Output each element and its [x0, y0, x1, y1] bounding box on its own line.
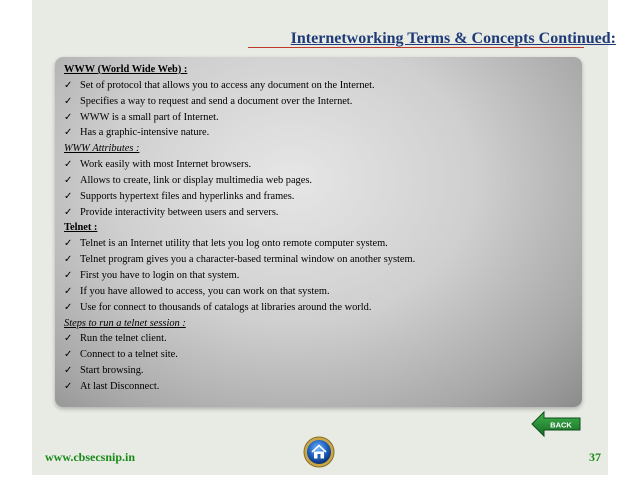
bullet-text: Allows to create, link or display multimedia web pages. [80, 174, 313, 186]
bullet-item [64, 189, 574, 205]
bullet-text: Telnet is an Internet utility that lets you log onto remote computer system. [80, 238, 388, 250]
bullet-text: Provide interactivity between users and servers. [80, 206, 279, 218]
checkmark-icon: ✓ [64, 301, 73, 313]
bullet-item [64, 125, 574, 141]
checkmark-icon: ✓ [64, 269, 73, 281]
bullet-item [64, 252, 574, 268]
checkmark-icon: ✓ [64, 174, 73, 186]
bullet-item [64, 379, 574, 395]
bullet-text: If you have allowed to access, you can work on that system. [80, 285, 330, 297]
checkmark-icon: ✓ [64, 285, 73, 297]
footer-website-link[interactable]: www.cbsecsnip.in [45, 450, 136, 464]
bullet-text: Set of protocol that allows you to access any document on the Internet. [80, 79, 375, 91]
content-list [64, 62, 574, 395]
title-underline-rule [248, 47, 584, 48]
checkmark-icon: ✓ [64, 380, 73, 392]
slide-title: Internetworking Terms & Concepts Continued: [290, 30, 616, 47]
checkmark-icon: ✓ [64, 254, 73, 266]
bullet-text: Supports hypertext files and hyperlinks and frames. [80, 190, 295, 202]
home-button[interactable] [303, 436, 335, 468]
checkmark-icon: ✓ [64, 159, 73, 171]
bullet-text: Work easily with most Internet browsers. [80, 159, 252, 171]
checkmark-icon: ✓ [64, 95, 73, 107]
bullet-item [64, 78, 574, 94]
checkmark-icon: ✓ [64, 365, 73, 377]
bullet-text: WWW is a small part of Internet. [80, 111, 219, 123]
checkmark-icon: ✓ [64, 349, 73, 361]
checkmark-icon: ✓ [64, 238, 73, 250]
checkmark-icon: ✓ [64, 206, 73, 218]
checkmark-icon: ✓ [64, 333, 73, 345]
bullet-item [64, 173, 574, 189]
bullet-item [64, 284, 574, 300]
bullet-text: Run the telnet client. [80, 333, 167, 345]
bullet-text: Telnet program gives you a character-based terminal window on another system. [80, 254, 416, 266]
page-number: 37 [589, 450, 601, 464]
bullet-item [64, 363, 574, 379]
back-button-label: BACK [550, 420, 572, 430]
section-heading: Telnet : [64, 222, 98, 234]
bullet-text: At last Disconnect. [80, 380, 160, 392]
bullet-text: First you have to login on that system. [80, 269, 240, 281]
section-heading: WWW Attributes : [64, 143, 140, 155]
bullet-text: Start browsing. [80, 365, 144, 377]
bullet-text: Connect to a telnet site. [80, 349, 178, 361]
bullet-item [64, 331, 574, 347]
section-heading: WWW (World Wide Web) : [64, 64, 188, 75]
section-heading: Steps to run a telnet session : [64, 317, 186, 329]
bullet-item [64, 268, 574, 284]
bullet-item [64, 205, 574, 221]
checkmark-icon: ✓ [64, 127, 73, 139]
bullet-item [64, 347, 574, 363]
checkmark-icon: ✓ [64, 111, 73, 123]
bullet-item [64, 94, 574, 110]
back-button[interactable] [530, 410, 582, 438]
checkmark-icon: ✓ [64, 190, 73, 202]
bullet-item [64, 300, 574, 316]
bullet-item [64, 157, 574, 173]
bullet-text: Use for connect to thousands of catalogs at libraries around the world. [80, 301, 372, 313]
checkmark-icon: ✓ [64, 79, 73, 91]
bullet-item [64, 236, 574, 252]
bullet-text: Specifies a way to request and send a document over the Internet. [80, 95, 353, 107]
bullet-text: Has a graphic-intensive nature. [80, 127, 210, 139]
bullet-item [64, 110, 574, 126]
